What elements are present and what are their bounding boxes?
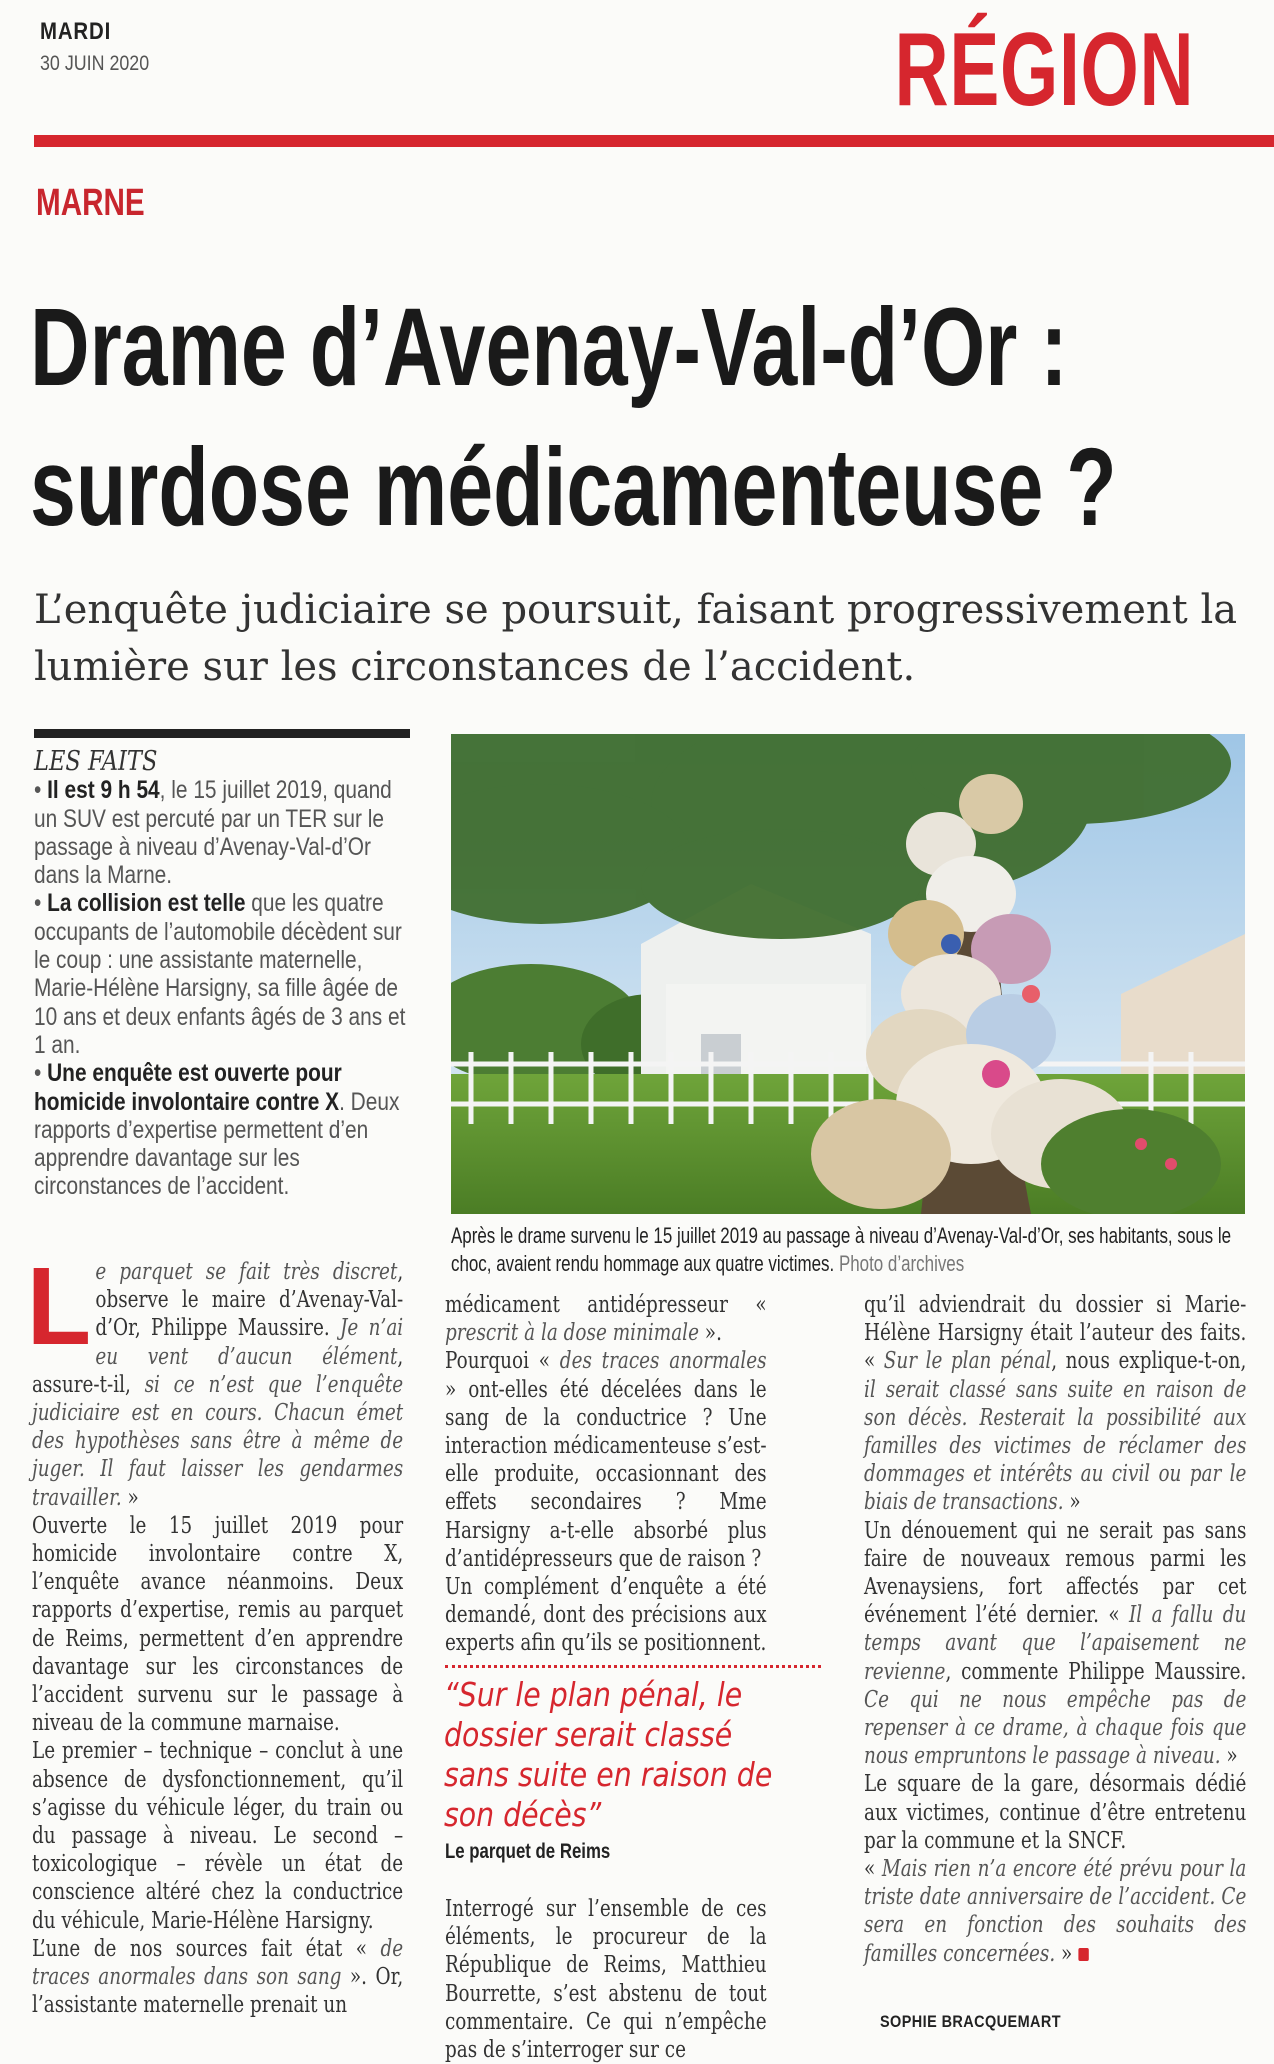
paragraph: Interrogé sur l’ensemble de ces éléments, le procureur de la République de Reims, Matthieu Bourrette, s’est abstenu de tout commentaire. Ce qui n’empêche pas de s’interroger sur ce xyxy=(445,1896,767,2064)
pull-quote: “Sur le plan pénal, le dossier serait classé sans suite en raison de son décès” xyxy=(444,1675,773,1834)
memorial-photo xyxy=(451,734,1245,1214)
paragraph: « Mais rien n’a encore été prévu pour la triste date anniversaire de l’accident. Ce sera en fonction des souhaits des familles concernées. » xyxy=(864,1856,1247,1967)
paragraph: Pourquoi « des traces anormales » ont-elles été décelées dans le sang de la conductrice ? Une interaction médicamenteuse s’est-elle produite, occasionnant des effets secondaires ? Mme Harsigny a-t-elle absorbé plus d’antidépresseurs que de raison ? xyxy=(445,1348,767,1572)
lede: L’enquête judiciaire se poursuit, faisant progressivement la lumière sur les circonstances de l’accident. xyxy=(34,587,1238,690)
article-column-2-continued xyxy=(445,1895,767,2064)
headline-line-2: surdose médicamenteuse ? xyxy=(30,426,1117,549)
headline-line-1: Drame d’Avenay-Val-d’Or : xyxy=(30,286,1068,409)
article-column-1 xyxy=(26,1245,404,2019)
issue-day: MARDI xyxy=(40,18,112,45)
article-column-2 xyxy=(445,1291,767,1658)
paragraph: Un dénouement qui ne serait pas sans faire de nouveaux remous parmi les Avenaysiens, fort affectés par cet événement l’été dernier. « Il a fallu du temps avant que l’apaisement ne revienne, commente Philippe Maussire. Ce qui ne nous empêche pas de repenser à ce drame, à chaque fois que nous empruntons le passage à niveau. » xyxy=(864,1517,1247,1770)
faits-title: LES FAITS xyxy=(34,746,158,777)
section-rule xyxy=(34,135,1274,147)
photo-credit: Photo d’archives xyxy=(838,1251,965,1276)
quote-rule xyxy=(445,1665,821,1668)
paragraph: Le premier – technique – conclut à une absence de dysfonctionnement, qu’il s’agisse du véhicule léger, du train ou du passage à niveau. Le second – toxicologique – révèle un état de conscience altéré chez la conductrice du véhicule, Marie-Hélène Harsigny. xyxy=(32,1738,404,1934)
paragraph: Ouverte le 15 juillet 2019 pour homicide involontaire contre X, l’enquête avance néanmoins. Deux rapports d’expertise, remis au parquet de Reims, permettent d’en apprendre davantage sur les circonstances de l’accident survenu sur le passage à niveau de la commune marnaise. xyxy=(32,1512,404,1737)
paragraph: Un complément d’enquête a été demandé, dont des précisions aux experts afin qu’ils se positionnent. xyxy=(445,1574,767,1657)
faits-item: • Une enquête est ouverte pour homicide involontaire contre X. Deux rapports d’expertise permettent d’en apprendre davantage sur les circonstances de l’accident. xyxy=(34,1059,400,1201)
headline xyxy=(30,278,1230,558)
drop-cap: L xyxy=(26,1245,92,1368)
rubric: MARNE xyxy=(36,182,145,224)
paragraph: L’une de nos sources fait état « de traces anormales dans son sang ». Or, l’assistante maternelle prenait un xyxy=(32,1935,404,2019)
paragraph: qu’il adviendrait du dossier si Marie-Hélène Harsigny était l’auteur des faits. « Sur le plan pénal, nous explique-t-on, il serait classé sans suite en raison de son décès. Resterait la possibilité aux familles des victimes de réclamer des dommages et intérêts au civil ou par le biais de transactions. » xyxy=(864,1292,1247,1516)
paragraph: Le square de la gare, désormais dédié aux victimes, continue d’être entretenu par la commune et la SNCF. xyxy=(864,1771,1247,1854)
paragraph: Le parquet se fait très discret, observe le maire d’Avenay-Val-d’Or, Philippe Maussire. Je n’ai eu vent d’aucun élément, assure-t-il, si ce n’est que l’enquête judiciaire est en cours. Chacun émet des hypothèses sans être à même de juger. Il faut laisser les gendarmes travailler. » xyxy=(26,1245,404,1511)
section-title: RÉGION xyxy=(894,12,1194,128)
photo-caption: Après le drame survenu le 15 juillet 2019 au passage à niveau d’Avenay-Val-d’Or, ses habitants, sous le choc, avaient rendu hommage aux quatre victimes. Photo d’archives xyxy=(451,1223,1232,1276)
faits-item: • La collision est telle que les quatre occupants de l’automobile décèdent sur le coup : une assistante maternelle, Marie-Hélène Harsigny, sa fille âgée de 10 ans et deux enfants âgés de 3 ans et 1 an. xyxy=(34,889,406,1059)
article-column-3 xyxy=(864,1291,1246,1968)
author-signature: SOPHIE BRACQUEMART xyxy=(879,2012,1062,2031)
faits-box xyxy=(34,748,410,1201)
pull-quote-source: Le parquet de Reims xyxy=(445,1840,611,1863)
faits-rule xyxy=(34,729,410,738)
end-mark-icon xyxy=(1078,1948,1088,1961)
faits-item: • Il est 9 h 54, le 15 juillet 2019, quand un SUV est percuté par un TER sur le passage à niveau d’Avenay-Val-d’Or dans la Marne. xyxy=(34,776,392,890)
issue-date: 30 JUIN 2020 xyxy=(40,52,150,75)
paragraph: médicament antidépresseur « prescrit à la dose minimale ». xyxy=(445,1292,767,1347)
